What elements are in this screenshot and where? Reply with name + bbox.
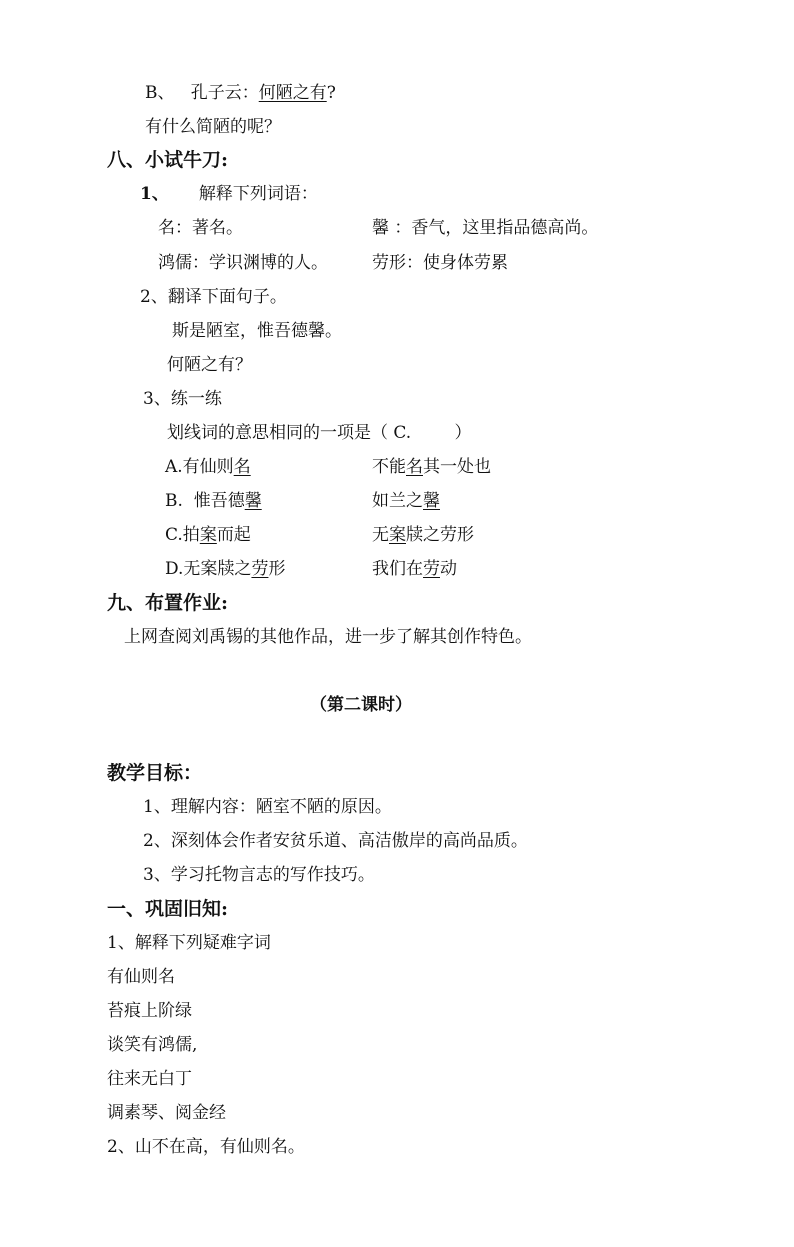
review-word: 苔痕上阶绿 (107, 1001, 192, 1021)
option-b-prefix: 孔子云： (190, 83, 259, 103)
definition-item: 馨 ：香气，这里指品德高尚。 (372, 218, 599, 238)
goal-item: 1、理解内容：陋室不陋的原因。 (143, 797, 392, 817)
option-b-label: B、 (145, 83, 175, 103)
option-b-suffix: ? (326, 83, 336, 103)
q2-sentence: 斯是陋室，惟吾德馨。 (172, 321, 342, 341)
underlined-word: 名 (233, 457, 251, 477)
option-b-line (145, 82, 336, 104)
goal-item: 3、学习托物言志的写作技巧。 (143, 865, 375, 885)
review-word: 调素琴、阅金经 (107, 1103, 226, 1123)
q1-text: 解释下列词语： (198, 184, 318, 204)
option-left: D.无案牍之劳形 (165, 559, 286, 579)
review-word: 往来无白丁 (107, 1069, 192, 1089)
option-right: 不能名其一处也 (372, 457, 491, 477)
underlined-word: 劳 (423, 559, 440, 579)
underlined-word: 馨 (423, 491, 440, 511)
option-left: B. 惟吾德馨 (165, 491, 262, 511)
option-b-underlined: 何陋之有 (258, 83, 327, 103)
option-left: C.拍案而起 (165, 525, 251, 545)
underlined-word: 馨 (244, 491, 262, 511)
underlined-word: 案 (389, 525, 406, 545)
goal-item: 2、深刻体会作者安贫乐道、高洁傲岸的高尚品质。 (143, 831, 528, 851)
underlined-word: 劳 (251, 559, 269, 579)
definition-item: 鸿儒：学识渊博的人。 (158, 253, 328, 273)
review-heading: 一、巩固旧知: (107, 898, 229, 920)
option-right: 我们在劳动 (372, 559, 457, 579)
definition-item: 劳形：使身体劳累 (372, 253, 508, 273)
option-left: A.有仙则名 (165, 457, 251, 477)
q1-line (140, 183, 318, 205)
underlined-word: 名 (406, 457, 423, 477)
option-b-answer: 有什么简陋的呢？ (145, 117, 281, 137)
goals-heading: 教学目标： (107, 762, 203, 784)
section-heading-8: 八、小试牛刀: (107, 149, 229, 171)
review-word: 谈笑有鸿儒, (107, 1035, 198, 1055)
q3-text: 3、练一练 (143, 389, 222, 409)
review-question: 2、山不在高，有仙则名。 (107, 1137, 305, 1157)
q2-text: 2、翻译下面句子。 (140, 287, 287, 307)
q3-prompt: 划线词的意思相同的一项是（ C. ） (167, 423, 472, 443)
underlined-word: 案 (199, 525, 217, 545)
q2-sentence: 何陋之有？ (167, 355, 252, 375)
section-heading-9: 九、布置作业: (107, 592, 229, 614)
homework-text: 上网查阅刘禹锡的其他作品，进一步了解其创作特色。 (124, 627, 532, 647)
lesson-title: （第二课时） (310, 695, 412, 715)
definition-item: 名：著名。 (158, 218, 243, 238)
q1-number: 1、 (140, 184, 169, 204)
option-right: 无案牍之劳形 (372, 525, 474, 545)
option-right: 如兰之馨 (372, 491, 440, 511)
review-word: 有仙则名 (107, 967, 175, 987)
review-question: 1、解释下列疑难字词 (107, 933, 271, 953)
